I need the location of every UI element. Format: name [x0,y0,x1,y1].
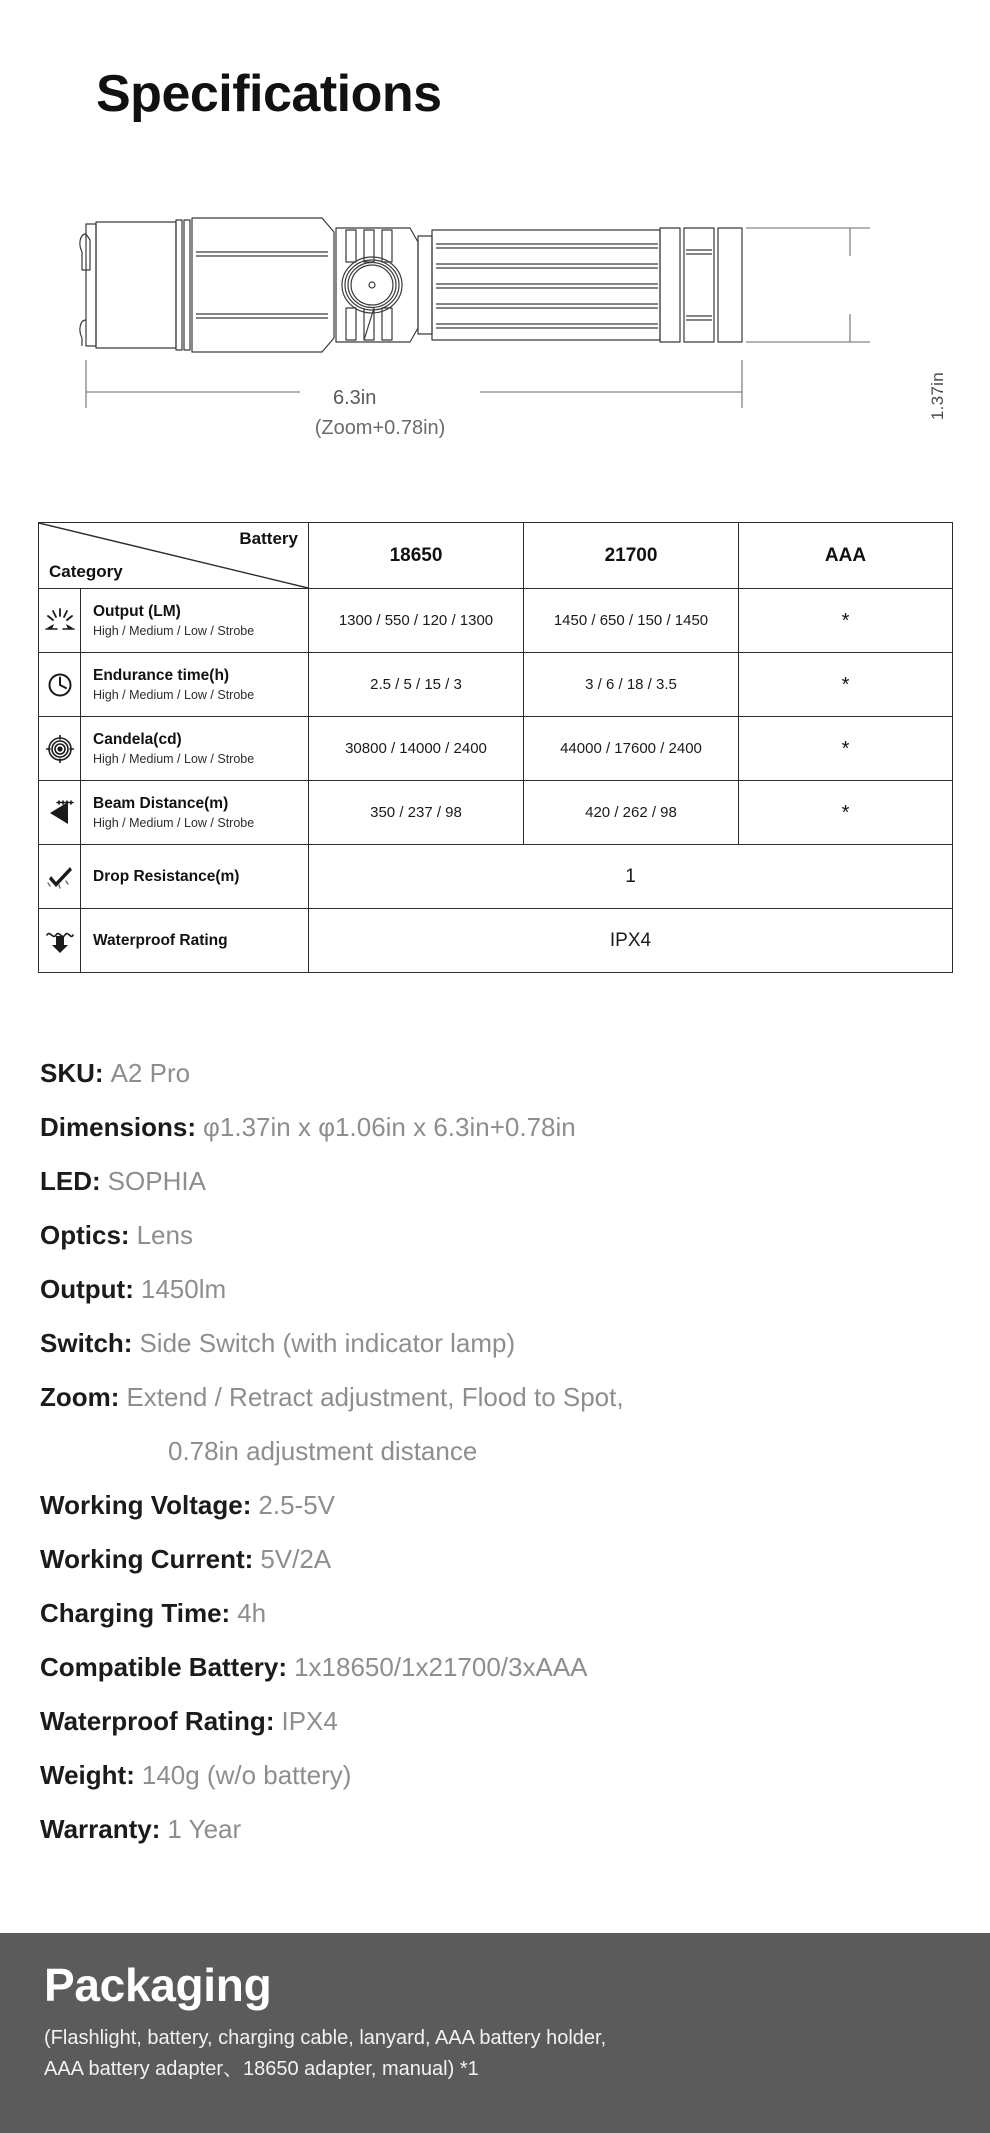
header-corner-cell [39,523,309,589]
row-sub: High / Medium / Low / Strobe [93,623,255,638]
page-title: Specifications [96,65,442,123]
spec-label: LED [40,1166,92,1196]
cell-output-18650: 1300 / 550 / 120 / 1300 [309,589,524,653]
spec-label: Waterproof Rating [40,1706,266,1736]
spec-colon: : [125,1274,134,1304]
spec-colon: : [242,1490,252,1520]
row-sub: High / Medium / Low / Strobe [93,687,255,702]
packaging-line-1: (Flashlight, battery, charging cable, lanyard, AAA battery holder, [44,2027,607,2050]
column-header-21700: 21700 [524,523,739,589]
spec-value: 1 Year [167,1814,242,1844]
row-name: Endurance time(h) [93,667,230,685]
row-name: Candela(cd) [93,731,182,749]
clock-icon [39,653,81,717]
spec-value: 5V/2A [260,1544,332,1574]
spec-label: Compatible Battery [40,1652,279,1682]
column-header-aaa: AAA [739,523,953,589]
row-name: Waterproof Rating [93,931,228,949]
spec-label: Working Voltage [40,1490,243,1520]
spec-list [40,1046,960,1856]
spec-label: Dimensions [40,1112,188,1142]
waterproof-icon [39,909,81,973]
spec-colon: : [92,1166,101,1196]
spec-label: Weight [40,1760,127,1790]
spec-value: A2 Pro [110,1058,191,1088]
spec-label: Optics [40,1220,121,1250]
spec-item-warranty [40,1802,960,1856]
table-row [39,781,953,845]
spec-item-optics [40,1208,960,1262]
spec-label: SKU [40,1058,95,1088]
beam-distance-icon [39,781,81,845]
packaging-line-2: AAA battery adapter、18650 adapter, manual) *1 [44,2058,479,2081]
spec-label: Charging Time [40,1598,222,1628]
packaging-title: Packaging [44,1959,272,2011]
cell-candela-21700: 44000 / 17600 / 2400 [524,717,739,781]
row-label-cell [81,909,309,973]
spec-item-dimensions [40,1100,960,1154]
spec-item-switch [40,1316,960,1370]
row-name: Output (LM) [93,603,181,621]
table-row [39,909,953,973]
spec-item-zoom [40,1370,960,1424]
spec-colon: : [120,1220,130,1250]
cell-output-aaa: * [739,589,953,653]
spec-value: IPX4 [281,1706,338,1736]
spec-value: SOPHIA [107,1166,206,1196]
light-burst-icon [39,589,81,653]
spec-item-zoom-continuation: 0.78in adjustment distance [168,1436,478,1466]
row-label-cell [81,781,309,845]
spec-item-output [40,1262,960,1316]
horizontal-dimension-label: 6.3in [325,387,384,410]
spec-colon: : [110,1382,120,1412]
spec-item-sku [40,1046,960,1100]
spec-value: 140g (w/o battery) [141,1760,352,1790]
cell-beam-18650: 350 / 237 / 98 [309,781,524,845]
spec-colon: : [123,1328,133,1358]
row-sub: High / Medium / Low / Strobe [93,815,255,830]
spec-value: Lens [136,1220,193,1250]
table-row [39,589,953,653]
cell-waterproof-value: IPX4 [309,909,953,973]
spec-value: 1450lm [140,1274,227,1304]
spec-value: Extend / Retract adjustment, Flood to Spot, [126,1382,624,1412]
spec-colon: : [94,1058,104,1088]
spec-label: Switch [40,1328,124,1358]
spec-colon: : [265,1706,275,1736]
row-label-cell [81,653,309,717]
spec-value: 2.5-5V [258,1490,335,1520]
cell-beam-aaa: * [739,781,953,845]
cell-candela-18650: 30800 / 14000 / 2400 [309,717,524,781]
cell-candela-aaa: * [739,717,953,781]
spec-colon: : [221,1598,231,1628]
spec-item-waterproof-rating [40,1694,960,1748]
spec-item-weight [40,1748,960,1802]
table-row [39,845,953,909]
table-row [39,653,953,717]
target-candela-icon [39,717,81,781]
cell-beam-21700: 420 / 262 / 98 [524,781,739,845]
spec-label: Warranty [40,1814,152,1844]
row-label-cell [81,589,309,653]
table-row [39,717,953,781]
row-sub: High / Medium / Low / Strobe [93,751,255,766]
spec-label: Output [40,1274,126,1304]
spec-value: 1x18650/1x21700/3xAAA [294,1652,588,1682]
spec-item-compatible-battery [40,1640,960,1694]
row-label-cell [81,845,309,909]
cell-output-21700: 1450 / 650 / 150 / 1450 [524,589,739,653]
header-battery-label: Battery [239,529,298,548]
spec-value: φ1.37in x φ1.06in x 6.3in+0.78in [203,1112,576,1142]
cell-endurance-aaa: * [739,653,953,717]
cell-drop-resistance-value: 1 [309,845,953,909]
spec-colon: : [244,1544,254,1574]
spec-item-led [40,1154,960,1208]
spec-label: Working Current [40,1544,245,1574]
spec-colon: : [187,1112,197,1142]
row-name: Beam Distance(m) [93,795,229,813]
product-diagram [60,200,947,500]
battery-spec-table [38,522,953,973]
vertical-dimension-label: 1.37in [928,372,947,421]
header-category-label: Category [49,562,123,581]
row-name: Drop Resistance(m) [93,867,240,885]
table-header-row [39,523,953,589]
spec-value: Side Switch (with indicator lamp) [139,1328,516,1358]
drop-resistance-icon [39,845,81,909]
horizontal-dimension-note: (Zoom+0.78in) [314,417,446,439]
spec-colon: : [151,1814,161,1844]
cell-endurance-21700: 3 / 6 / 18 / 3.5 [524,653,739,717]
spec-item-working-voltage [40,1478,960,1532]
packaging-description [44,2023,946,2085]
spec-item-charging-time [40,1586,960,1640]
spec-label: Zoom [40,1382,111,1412]
spec-value: 4h [237,1598,267,1628]
spec-item-working-current [40,1532,960,1586]
row-label-cell [81,717,309,781]
packaging-section [0,1933,990,2133]
column-header-18650: 18650 [309,523,524,589]
cell-endurance-18650: 2.5 / 5 / 15 / 3 [309,653,524,717]
spec-colon: : [278,1652,288,1682]
spec-colon: : [126,1760,135,1790]
horizontal-dimension-group [70,387,690,485]
